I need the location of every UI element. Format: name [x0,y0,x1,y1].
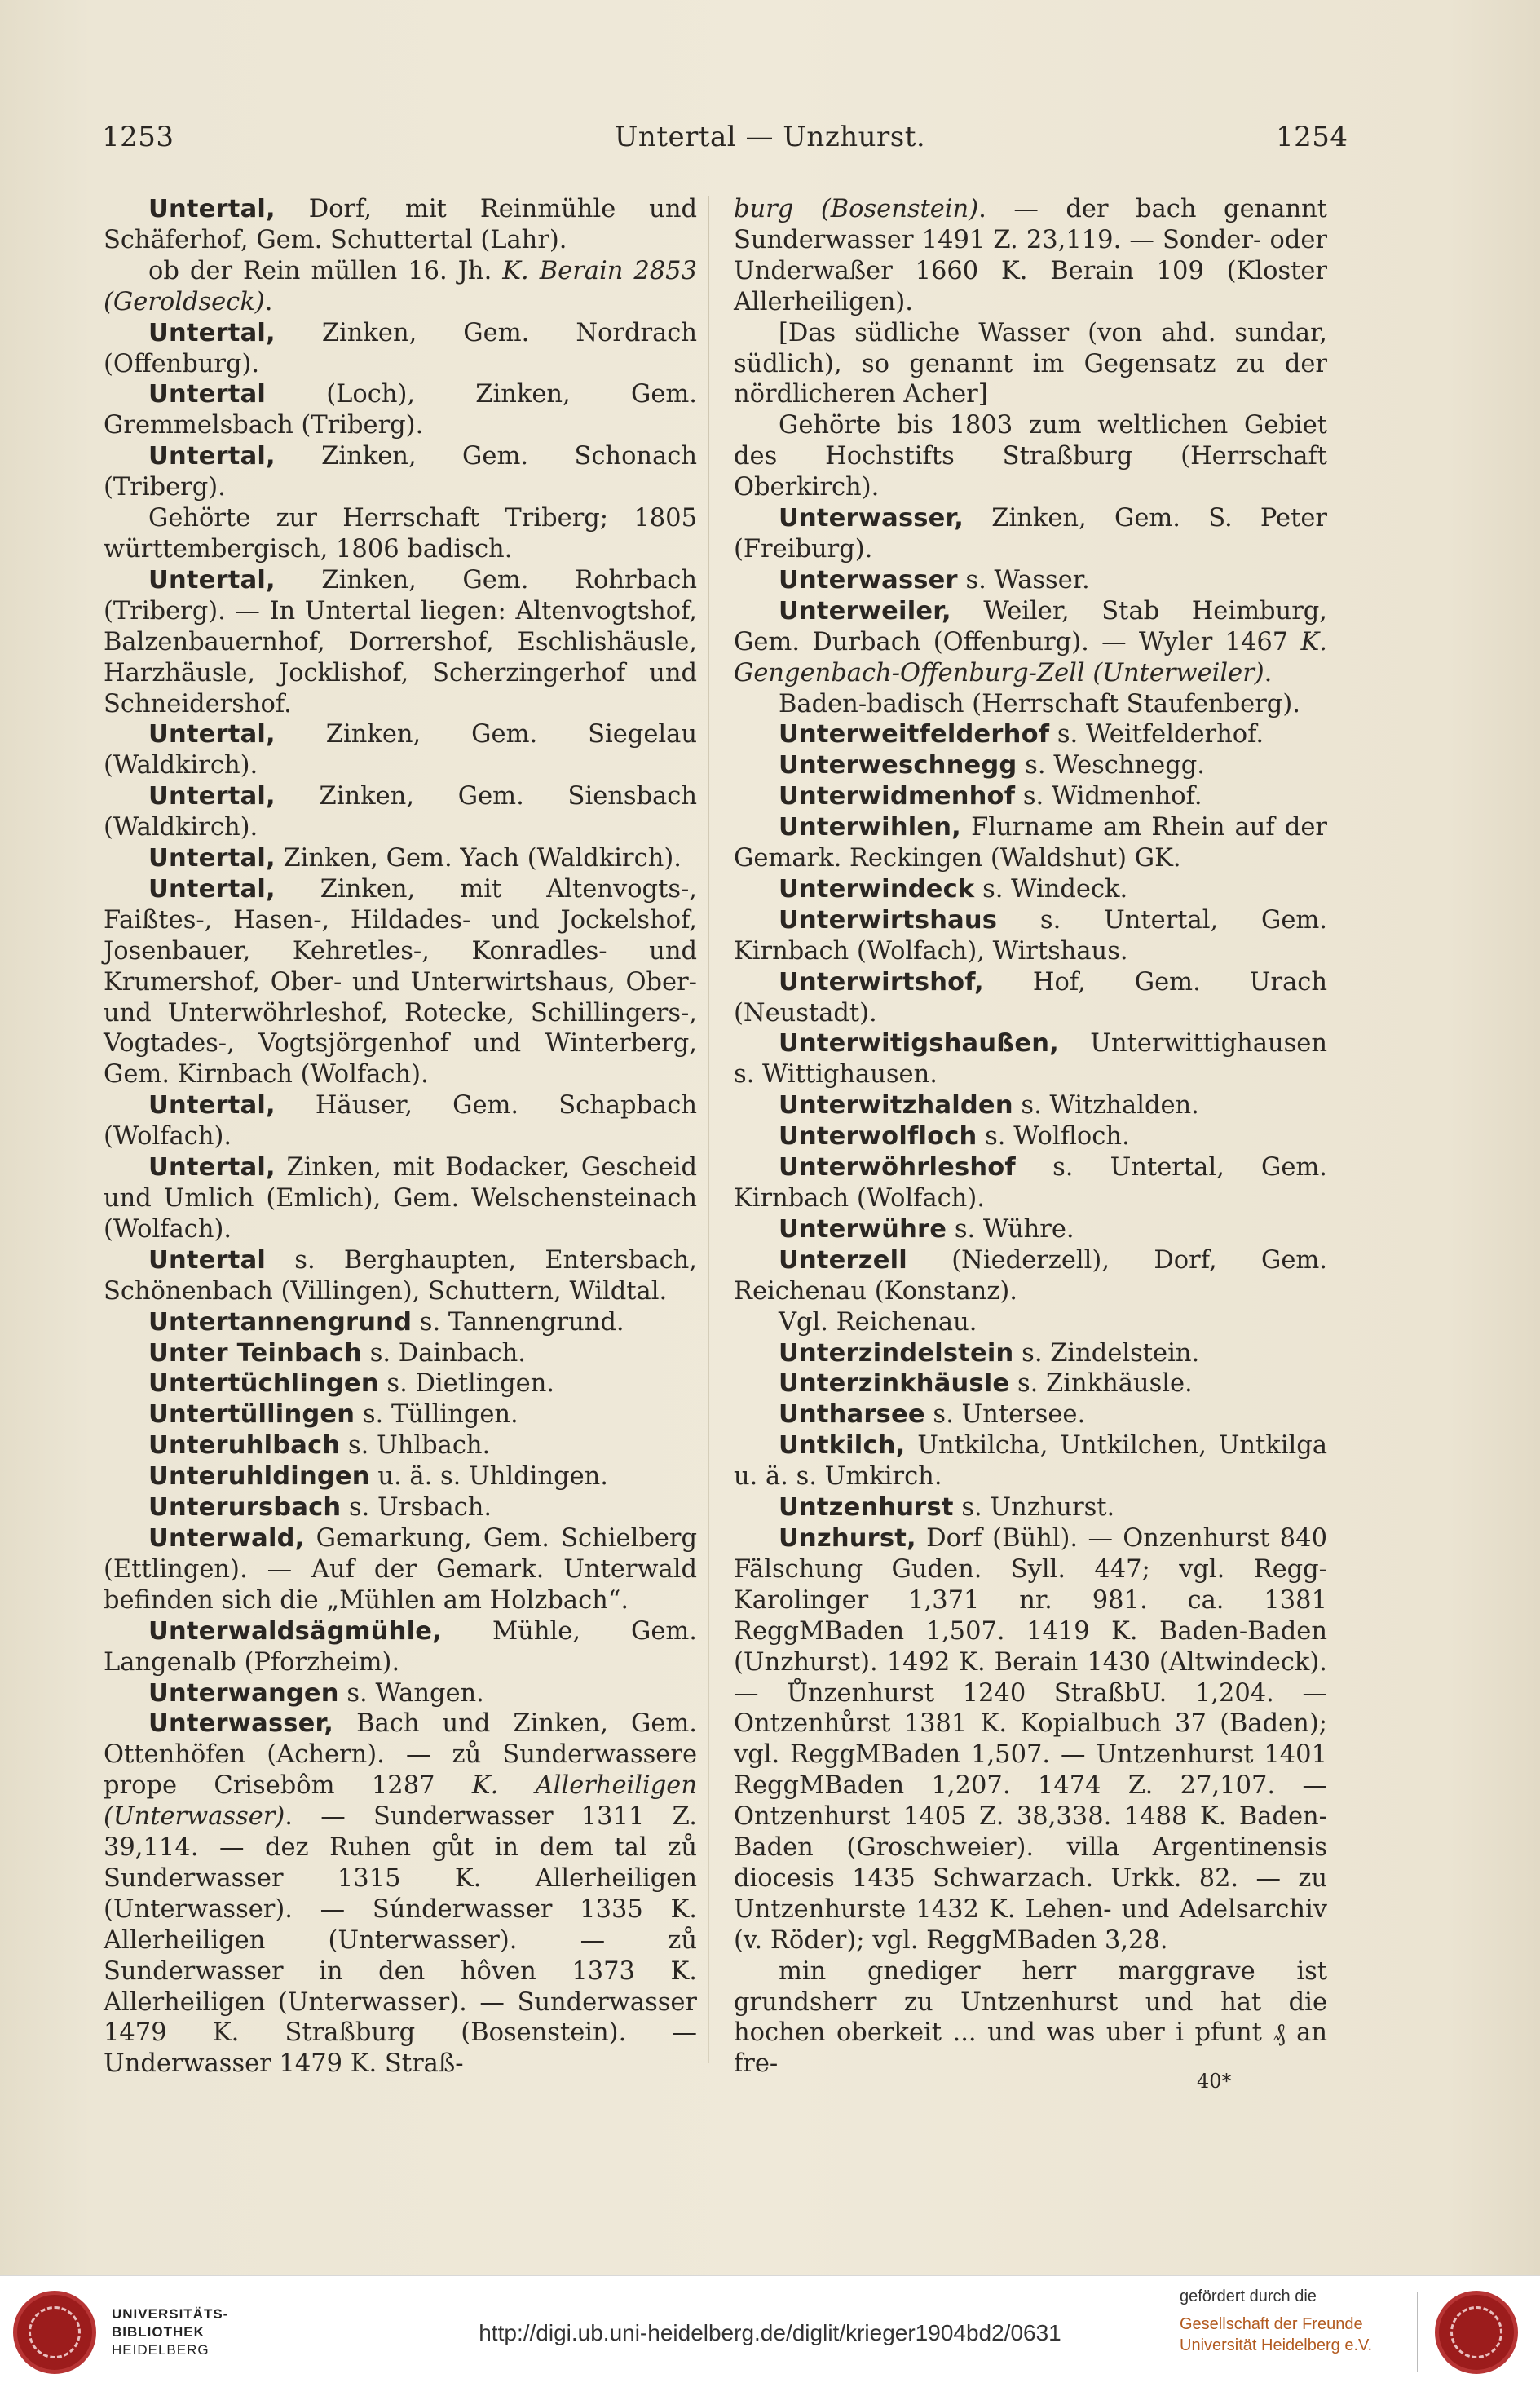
entry-paragraph [734,194,1327,318]
entry-paragraph [104,503,697,565]
library-line-2: BIBLIOTHEK [112,2324,205,2340]
headword: Unterwaldsägmühle, [148,1616,442,1646]
entry-text-continued: . — Sunderwasser 1311 Z. 39,114. — dez Ruhen gůt in dem tal zů Sunderwasser 1315 K. Allerheiligen (Unterwasser). — Súnderwasser 1335 K. Allerheiligen (Unterwasser). — zů Sunderwasser in den hôven 1373 K. Allerheiligen (Unterwasser). — Sunderwasser 1479 K. Straßburg (Bosenstein). — Underwasser 1479 K. Straß- [104,1802,697,2079]
column-divider [708,196,709,2063]
entry-text: Baden-badisch (Herrschaft Staufenberg). [779,689,1300,718]
headword: Unter Teinbach [148,1338,363,1368]
running-title: Untertal — Unzhurst. [614,121,926,153]
headword: Unteruhldingen [148,1462,370,1492]
entry-text: Zinken, mit Bodacker, Gescheid und Umlich (Emlich), Gem. Welschensteinach (Wolfach). [104,1153,697,1244]
entry-paragraph [734,874,1327,905]
headword: Unterzell [779,1245,907,1275]
entry-paragraph [104,441,697,503]
entry-paragraph [104,781,697,843]
entry-paragraph [104,256,697,318]
headword: Unteruhlbach [148,1431,341,1461]
headword: Unterzindelstein [779,1338,1014,1368]
entry-paragraph [104,1245,697,1307]
entry-text: s. Unzhurst. [953,1493,1115,1523]
entry-text: Dorf (Bühl). — Onzenhurst 840 Fälschung Guden. Syll. 447; vgl. Regg-Karolinger 1,371 nr. 981. ca. 1381 ReggMBaden 1,507. 1419 K. Baden-Baden (Unzhurst). 1492 K. Berain 1430 (Altwindeck). — Ůnzenhurst 1240 StraßbU. 1,204. — Ontzenhůrst 1381 K. Kopialbuch 37 (Baden); vgl. ReggMBaden 1,507. — Untzenhurst 1401 ReggMBaden 1,207. 1474 Z. 27,107. — Ontzenhurst 1405 Z. 38,338. 1488 K. Baden-Baden (Groschweier). villa Argentinensis diocesis 1435 Schwarzach. Urkk. 82. — zu Untzenhurste 1432 K. Lehen- und Adelsarchiv (v. Röder); vgl. ReggMBaden 3,28. [734,1523,1327,1955]
entry-text-continued: . [264,287,273,316]
entry-paragraph [104,1461,697,1492]
entry-text: Zinken, Gem. S. Peter (Freiburg). [734,504,1327,564]
entry-text-continued: . — der bach genannt Sunderwasser 1491 Z. 23,119. — Sonder- oder Underwaßer 1660 K. Berain 109 (Kloster Allerheiligen). [734,195,1327,316]
headword: Unterursbach [148,1493,342,1523]
entry-paragraph [734,967,1327,1029]
entry-paragraph [104,379,697,441]
headword: Unterwald, [148,1523,305,1553]
entry-text: Flurname am Rhein auf der Gemark. Reckingen (Waldshut) GK. [734,813,1327,873]
entry-text: s. Wangen. [338,1678,484,1708]
headword: Untertal, [148,720,276,749]
entry-paragraph [734,503,1327,565]
headword: Untertal, [148,874,276,904]
entry-paragraph [734,719,1327,750]
entry-paragraph [104,1616,697,1678]
headword: Unzhurst, [779,1523,916,1553]
entry-paragraph [734,1368,1327,1399]
entry-paragraph [104,1090,697,1152]
headword: Unterwirtshof, [779,967,984,997]
headword: Unterwihlen, [779,813,961,842]
headword: Unterzinkhäusle [779,1369,1010,1399]
headword: Unterwidmenhof [779,782,1016,811]
entry-text: s. Wolfloch. [977,1122,1130,1152]
entry-text: u. ä. s. Uhldingen. [369,1462,608,1492]
headword: Untharsee [779,1400,925,1430]
entry-text: Zinken, Gem. Schonach (Triberg). [104,442,697,502]
headword: Untkilch, [779,1431,906,1461]
entry-paragraph [734,1214,1327,1245]
headword: Untertal [148,380,267,409]
entry-citation: K. Gengenbach-Offenburg-Zell (Unterweiler) [734,627,1327,687]
entry-text-continued: . [1264,658,1273,687]
headword: Untertal, [148,1091,276,1121]
entry-paragraph [104,1430,697,1461]
headword: Unterwasser, [148,1709,334,1739]
entry-text: (Niederzell), Dorf, Gem. Reichenau (Konstanz). [734,1245,1327,1306]
entry-paragraph [104,1492,697,1523]
society-seal-icon [1435,2291,1518,2374]
entry-text: Weiler, Stab Heimburg, Gem. Durbach (Offenburg). — Wyler 1467 [734,596,1327,656]
entry-text: [Das südliche Wasser (von ahd. sundar, südlich), so genannt im Gegensatz zu der nördlicheren Acher] [734,318,1327,409]
entry-text: s. Untersee. [924,1400,1086,1430]
entry-text: Hof, Gem. Urach (Neustadt). [734,967,1327,1028]
sponsor-name [1180,2314,1372,2356]
headword: Untertal, [148,782,276,811]
entry-text: Bach und Zinken, Gem. Ottenhöfen (Achern). — zů Sunderwassere prope Crisebôm 1287 [104,1709,697,1801]
entry-text: Gehörte zur Herrschaft Triberg; 1805 württembergisch, 1806 badisch. [104,504,697,564]
entry-text: Zinken, Gem. Siegelau (Waldkirch). [104,720,697,780]
entry-paragraph [104,194,697,256]
entry-paragraph [734,1956,1327,2080]
entry-text: Mühle, Gem. Langenalb (Pforzheim). [104,1616,697,1677]
entry-text: Unterwittighausen s. Wittighausen. [734,1029,1327,1090]
headword: Unterweiler, [779,596,951,625]
entry-paragraph [734,596,1327,689]
entry-paragraph [734,1152,1327,1214]
entry-text: s. Tüllingen. [355,1400,518,1430]
entry-text: s. Zindelstein. [1013,1338,1200,1368]
entry-paragraph [734,1307,1327,1338]
entry-paragraph [734,781,1327,812]
entry-paragraph [104,1708,697,2080]
library-line-1: UNIVERSITÄTS- [112,2306,229,2322]
headword: Unterweitfelderhof [779,720,1050,749]
permalink-url[interactable]: http://digi.ub.uni-heidelberg.de/diglit/krieger1904bd2/0631 [479,2320,1061,2345]
headword: Untertal, [148,844,276,873]
entry-paragraph [104,843,697,874]
entry-text: Zinken, Gem. Nordrach (Offenburg). [104,318,697,378]
entry-text: min gnediger herr marggrave ist grundsherr zu Untzenhurst und hat die hochen oberkeit ... und was uber i pfunt ₰ an fre- [734,1956,1327,2079]
right-page-number: 1254 [1276,121,1348,153]
entry-paragraph [104,719,697,781]
entry-text: Vgl. Reichenau. [779,1307,977,1337]
headword: Unterwirtshaus [779,905,998,935]
entry-paragraph [104,565,697,720]
left-column [104,194,697,2080]
headword: Unterwühre [779,1214,947,1244]
headword: Unterwasser [779,565,958,595]
entry-paragraph [104,1368,697,1399]
entry-paragraph [734,1430,1327,1492]
entry-text: Gehörte bis 1803 zum weltlichen Gebiet des Hochstifts Straßburg (Herrschaft Oberkirch). [734,411,1327,502]
headword: Unterweschnegg [779,751,1017,780]
entry-text: s. Windeck. [974,874,1128,904]
entry-text: s. Tannengrund. [412,1307,624,1337]
entry-text: s. Ursbach. [341,1493,492,1523]
entry-paragraph [734,1399,1327,1430]
headword: Untertal, [148,442,276,471]
entry-paragraph [734,1338,1327,1369]
left-page-number: 1253 [102,121,174,153]
footer-bar [0,2275,1540,2387]
entry-paragraph [734,565,1327,596]
headword: Unterwolfloch [779,1122,977,1152]
headword: Untertal, [148,1153,276,1182]
headword: Untzenhurst [779,1493,954,1523]
headword: Unterwitzhalden [779,1091,1013,1121]
entry-text: Zinken, Gem. Siensbach (Waldkirch). [104,782,697,842]
headword: Unterwitigshaußen, [779,1029,1059,1059]
headword: Untertal [148,1245,267,1275]
entry-text: s. Dietlingen. [378,1369,555,1399]
entry-paragraph [734,1090,1327,1121]
right-column [734,194,1327,2080]
headword: Unterwangen [148,1678,339,1708]
entry-text: s. Weschnegg. [1017,751,1205,780]
entry-citation: burg (Bosenstein) [734,195,979,223]
entry-paragraph [104,874,697,1090]
sponsor-line-2: Universität Heidelberg e.V. [1180,2336,1373,2354]
entry-text: s. Wühre. [947,1214,1074,1244]
entry-text: Zinken, Gem. Rohrbach (Triberg). — In Untertal liegen: Altenvogtshof, Balzenbauernhof, Dorrershof, Eschlishäusle, Harzhäusle, Jocklishof, Scherzingerhof und Schneidershof. [104,565,697,718]
entry-paragraph [734,1523,1327,1956]
entry-text: s. Weitfelderhof. [1049,720,1264,749]
entry-text: Dorf, mit Reinmühle und Schäferhof, Gem. Schuttertal (Lahr). [104,195,697,254]
signature-mark: 40* [1197,2070,1232,2093]
headword: Untertüllingen [148,1400,355,1430]
entry-paragraph [734,1492,1327,1523]
entry-paragraph [734,750,1327,781]
headword: Untertal, [148,565,276,595]
entry-text: s. Widmenhof. [1015,782,1202,811]
entry-text: s. Uhlbach. [340,1431,491,1461]
entry-paragraph [104,1152,697,1245]
entry-text: s. Wasser. [957,565,1090,595]
entry-paragraph [104,318,697,380]
entry-paragraph [734,905,1327,967]
entry-paragraph [734,1028,1327,1090]
entry-text: s. Witzhalden. [1013,1091,1199,1121]
entry-paragraph [734,812,1327,874]
headword: Untertal, [148,195,276,223]
entry-text: ob der Rein müllen 16. Jh. [148,256,503,285]
headword: Unterwöhrleshof [779,1153,1016,1182]
sponsor-line-1: Gesellschaft der Freunde [1180,2315,1363,2333]
entry-paragraph [104,1678,697,1709]
entry-citation: K. Berain 2853 (Geroldseck) [104,256,697,316]
headword: Unterwindeck [779,874,975,904]
entry-text: Zinken, Gem. Yach (Waldkirch). [275,844,682,873]
entry-text: s. Berghaupten, Entersbach, Schönenbach (Villingen), Schuttern, Wildtal. [104,1245,697,1306]
headword: Untertüchlingen [148,1369,379,1399]
entry-text: Häuser, Gem. Schapbach (Wolfach). [104,1091,697,1152]
entry-text: Untkilcha, Untkilchen, Untkilga u. ä. s. Umkirch. [734,1431,1327,1492]
entry-paragraph [104,1523,697,1616]
entry-text: s. Zinkhäusle. [1009,1369,1193,1399]
entry-text: Zinken, mit Altenvogts-, Faißtes-, Hasen-, Hildades- und Jockelshof, Josenbauer, Kehretles-, Konradles- und Krumershof, Ober- und Unterwirtshaus, Ober- und Unterwöhrleshof, Rotecke, Schillingers-, Vogtades-, Vogtsjörgenhof und Winterberg, Gem. Kirnbach (Wolfach). [104,874,697,1090]
entry-text: s. Untertal, Gem. Kirnbach (Wolfach). [734,1153,1327,1213]
headword: Unterwasser, [779,504,964,533]
entry-paragraph [104,1338,697,1369]
headword: Untertal, [148,318,276,347]
entry-citation: K. Allerheiligen (Unterwasser) [104,1771,697,1832]
library-line-3: HEIDELBERG [112,2342,210,2358]
footer-divider [1417,2292,1418,2372]
entry-paragraph [734,1121,1327,1152]
entry-paragraph [104,1307,697,1338]
entry-paragraph [734,318,1327,411]
entry-paragraph [104,1399,697,1430]
headword: Untertannengrund [148,1307,413,1337]
entry-paragraph [734,1245,1327,1307]
entry-text: s. Dainbach. [362,1338,526,1368]
entry-paragraph [734,689,1327,720]
entry-text: (Loch), Zinken, Gem. Gremmelsbach (Triberg). [104,380,697,440]
entry-paragraph [734,410,1327,503]
entry-text: s. Untertal, Gem. Kirnbach (Wolfach), Wirtshaus. [734,905,1327,966]
sponsor-label: gefördert durch die [1180,2288,1317,2305]
entry-text: Gemarkung, Gem. Schielberg (Ettlingen). — Auf der Gemark. Unterwald befinden sich die „Mühlen am Holzbach“. [104,1523,697,1615]
